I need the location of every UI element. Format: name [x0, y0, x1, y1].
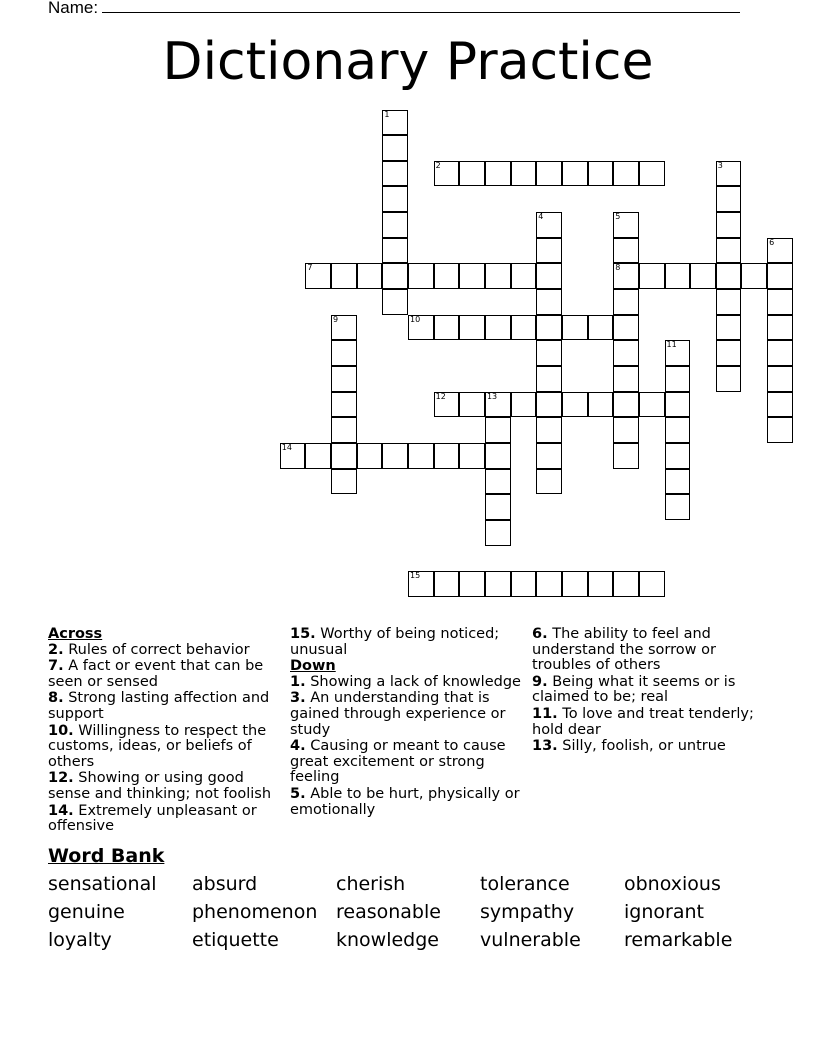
clue-number: 15 — [410, 571, 421, 581]
crossword-cell[interactable] — [767, 263, 793, 289]
crossword-cell[interactable] — [767, 315, 793, 341]
crossword-cell[interactable] — [485, 443, 511, 469]
clue-item-text: Silly, foolish, or untrue — [557, 738, 726, 755]
word-bank-word: reasonable — [336, 901, 441, 923]
crossword-cell[interactable] — [588, 571, 614, 597]
crossword-cell[interactable] — [382, 135, 408, 161]
crossword-cell[interactable] — [665, 263, 691, 289]
crossword-cell[interactable] — [511, 571, 537, 597]
clue-item — [290, 691, 526, 738]
clue-number: 2 — [435, 160, 441, 170]
crossword-cell[interactable] — [331, 366, 357, 392]
clue-number: 13 — [486, 391, 498, 401]
crossword-cell[interactable] — [485, 161, 511, 187]
clue-item — [532, 739, 768, 755]
clue-number: 1 — [384, 109, 390, 119]
crossword-cell[interactable] — [588, 315, 614, 341]
clue-item-number: 14. — [48, 802, 74, 819]
crossword-cell[interactable] — [536, 469, 562, 495]
clue-item — [290, 627, 526, 658]
word-bank-word: etiquette — [192, 929, 279, 951]
word-bank-word: sensational — [48, 873, 157, 895]
clue-number: 11 — [666, 340, 677, 350]
clue-number: 4 — [538, 212, 544, 222]
crossword-cell[interactable] — [331, 469, 357, 495]
crossword-cell[interactable] — [382, 238, 408, 264]
crossword-cell[interactable] — [536, 392, 562, 418]
clue-item-number: 5. — [290, 785, 306, 802]
clue-number: 3 — [717, 160, 723, 170]
clue-item — [48, 643, 284, 659]
crossword-cell[interactable] — [459, 315, 485, 341]
crossword-cell[interactable] — [485, 469, 511, 495]
crossword-cell[interactable] — [408, 443, 434, 469]
crossword-cell[interactable] — [536, 417, 562, 443]
crossword-cell[interactable] — [536, 238, 562, 264]
clue-item-text: Causing or meant to cause great excitement or strong feeling — [290, 738, 506, 786]
crossword-cell[interactable] — [408, 315, 434, 341]
crossword-cell[interactable] — [459, 571, 485, 597]
crossword-cell[interactable] — [588, 161, 614, 187]
clue-item-number: 11. — [532, 705, 558, 722]
clue-number: 6 — [769, 237, 775, 247]
crossword-cell[interactable] — [613, 315, 639, 341]
crossword-cell[interactable] — [459, 443, 485, 469]
clue-item — [48, 804, 284, 835]
word-bank-word: genuine — [48, 901, 125, 923]
page-title: Dictionary Practice — [162, 32, 654, 92]
clue-number: 5 — [615, 212, 621, 222]
clue-item-number: 9. — [532, 673, 548, 690]
clue-item — [532, 627, 768, 674]
word-bank-word: ignorant — [624, 901, 704, 923]
clue-item-number: 13. — [532, 738, 558, 755]
crossword-cell[interactable] — [331, 417, 357, 443]
crossword-cell[interactable] — [613, 161, 639, 187]
crossword-cell[interactable] — [536, 212, 562, 238]
crossword-cell[interactable] — [331, 315, 357, 341]
clue-item — [48, 659, 284, 690]
crossword-cell[interactable] — [536, 340, 562, 366]
crossword-cell[interactable] — [485, 417, 511, 443]
clue-item — [290, 675, 526, 691]
crossword-cell[interactable] — [536, 571, 562, 597]
word-bank-word: knowledge — [336, 929, 439, 951]
crossword-cell[interactable] — [536, 315, 562, 341]
crossword-cell[interactable] — [511, 392, 537, 418]
crossword-cell[interactable] — [613, 263, 639, 289]
word-bank-word: sympathy — [480, 901, 575, 923]
clue-item-text: Showing or using good sense and thinking; not foolish — [48, 770, 272, 802]
crossword-cell[interactable] — [536, 366, 562, 392]
crossword-cell[interactable] — [382, 186, 408, 212]
crossword-cell[interactable] — [716, 186, 742, 212]
crossword-cell[interactable] — [716, 263, 742, 289]
clue-heading: Down — [290, 658, 336, 675]
crossword-cell[interactable] — [767, 366, 793, 392]
crossword-cell[interactable] — [665, 494, 691, 520]
clue-item-number: 8. — [48, 690, 64, 707]
crossword-cell[interactable] — [357, 443, 383, 469]
crossword-cell[interactable] — [613, 392, 639, 418]
clue-number: 9 — [333, 314, 339, 324]
crossword-cell[interactable] — [459, 263, 485, 289]
clue-item-text: Rules of correct behavior — [63, 641, 250, 658]
crossword-cell[interactable] — [639, 161, 665, 187]
crossword-cell[interactable] — [716, 315, 742, 341]
crossword-cell[interactable] — [485, 520, 511, 546]
clue-heading: Across — [48, 626, 103, 642]
clue-item-number: 6. — [532, 626, 548, 642]
crossword-cell[interactable] — [357, 263, 383, 289]
crossword-cell[interactable] — [562, 571, 588, 597]
word-bank-word: loyalty — [48, 929, 112, 951]
crossword-cell[interactable] — [434, 443, 460, 469]
clue-item — [532, 675, 768, 706]
crossword-cell[interactable] — [639, 392, 665, 418]
crossword-cell[interactable] — [613, 417, 639, 443]
clue-item-text: Showing a lack of knowledge — [305, 673, 521, 690]
clue-item-number: 2. — [48, 641, 64, 658]
clue-column-3 — [532, 627, 768, 756]
word-bank-word: obnoxious — [624, 873, 721, 895]
crossword-cell[interactable] — [331, 392, 357, 418]
crossword-cell[interactable] — [536, 289, 562, 315]
crossword-cell[interactable] — [331, 263, 357, 289]
clue-item-text: An understanding that is gained through experience or study — [290, 690, 506, 738]
clue-item-number: 10. — [48, 722, 74, 739]
crossword-cell[interactable] — [382, 289, 408, 315]
clue-item-text: A fact or event that can be seen or sensed — [48, 658, 264, 690]
crossword-cell[interactable] — [459, 392, 485, 418]
crossword-cell[interactable] — [767, 289, 793, 315]
clue-item-text: To love and treat tenderly; hold dear — [532, 705, 754, 738]
crossword-cell[interactable] — [613, 238, 639, 264]
clue-item-text: The ability to feel and understand the sorrow or troubles of others — [532, 626, 716, 674]
crossword-cell[interactable] — [767, 392, 793, 418]
crossword-cell[interactable] — [767, 417, 793, 443]
crossword-cell[interactable] — [536, 161, 562, 187]
crossword-cell[interactable] — [485, 494, 511, 520]
crossword-cell[interactable] — [716, 366, 742, 392]
crossword-cell[interactable] — [434, 315, 460, 341]
word-bank-heading: Word Bank — [48, 845, 165, 867]
crossword-cell[interactable] — [434, 392, 460, 418]
crossword-cell[interactable] — [665, 443, 691, 469]
clue-item-text: Strong lasting affection and support — [48, 690, 270, 722]
crossword-cell[interactable] — [331, 443, 357, 469]
crossword-cell[interactable] — [536, 263, 562, 289]
crossword-cell[interactable] — [511, 315, 537, 341]
clue-item-number: 3. — [290, 690, 306, 707]
crossword-cell[interactable] — [562, 315, 588, 341]
crossword-cell[interactable] — [536, 443, 562, 469]
crossword-cell[interactable] — [280, 443, 306, 469]
crossword-cell[interactable] — [485, 571, 511, 597]
crossword-cell[interactable] — [716, 161, 742, 187]
clue-number: 14 — [281, 442, 292, 452]
clue-item-text: Able to be hurt, physically or emotionally — [290, 785, 520, 818]
crossword-cell[interactable] — [382, 212, 408, 238]
crossword-cell[interactable] — [639, 263, 665, 289]
crossword-cell[interactable] — [434, 161, 460, 187]
clue-item-text: Extremely unpleasant or offensive — [48, 802, 257, 835]
crossword-cell[interactable] — [382, 263, 408, 289]
crossword-cell[interactable] — [459, 161, 485, 187]
clue-item-text: Willingness to respect the customs, ideas, or beliefs of others — [48, 722, 267, 770]
crossword-cell[interactable] — [613, 340, 639, 366]
crossword-cell[interactable] — [562, 161, 588, 187]
crossword-cell[interactable] — [716, 340, 742, 366]
clue-item — [48, 724, 284, 771]
clue-item-number: 7. — [48, 658, 64, 675]
crossword-cell[interactable] — [767, 238, 793, 264]
crossword-cell[interactable] — [665, 469, 691, 495]
crossword-cell[interactable] — [408, 571, 434, 597]
clue-item — [290, 739, 526, 786]
crossword-cell[interactable] — [305, 263, 331, 289]
crossword-cell[interactable] — [613, 212, 639, 238]
clue-column-2 — [290, 627, 526, 819]
crossword-cell[interactable] — [434, 571, 460, 597]
crossword-cell[interactable] — [665, 417, 691, 443]
word-bank-word: cherish — [336, 873, 406, 895]
crossword-cell[interactable] — [434, 263, 460, 289]
crossword-cell[interactable] — [716, 212, 742, 238]
crossword-cell[interactable] — [741, 263, 767, 289]
word-bank-word: phenomenon — [192, 901, 318, 923]
crossword-cell[interactable] — [716, 238, 742, 264]
clue-item — [48, 771, 284, 802]
crossword-cell[interactable] — [485, 315, 511, 341]
crossword-cell[interactable] — [485, 263, 511, 289]
clue-item-text: Worthy of being noticed; unusual — [290, 626, 500, 658]
clue-number: 8 — [615, 263, 621, 273]
word-bank-word: absurd — [192, 873, 258, 895]
crossword-cell[interactable] — [485, 392, 511, 418]
crossword-cell[interactable] — [613, 289, 639, 315]
clue-number: 7 — [307, 263, 313, 273]
word-bank-word: tolerance — [480, 873, 570, 895]
clue-column-1 — [48, 627, 284, 836]
word-bank-word: remarkable — [624, 929, 733, 951]
crossword-cell[interactable] — [665, 392, 691, 418]
clue-number: 12 — [435, 391, 446, 401]
clue-item — [48, 691, 284, 722]
crossword-cell[interactable] — [408, 263, 434, 289]
crossword-cell[interactable] — [665, 340, 691, 366]
name-label: Name: — [48, 0, 99, 17]
crossword-cell[interactable] — [613, 443, 639, 469]
crossword-cell[interactable] — [639, 571, 665, 597]
crossword-cell[interactable] — [382, 443, 408, 469]
clue-item-number: 1. — [290, 673, 306, 690]
clue-item — [290, 787, 526, 818]
crossword-cell[interactable] — [305, 443, 331, 469]
crossword-cell[interactable] — [665, 366, 691, 392]
clue-item-number: 12. — [48, 770, 74, 787]
crossword-cell[interactable] — [562, 392, 588, 418]
crossword-cell[interactable] — [613, 571, 639, 597]
crossword-cell[interactable] — [767, 340, 793, 366]
crossword-cell[interactable] — [382, 161, 408, 187]
clue-item-number: 15. — [290, 626, 316, 642]
crossword-cell[interactable] — [690, 263, 716, 289]
clue-number: 10 — [410, 314, 421, 324]
crossword-cell[interactable] — [716, 289, 742, 315]
word-bank-word: vulnerable — [480, 929, 581, 951]
crossword-cell[interactable] — [613, 366, 639, 392]
crossword-cell[interactable] — [331, 340, 357, 366]
clue-item — [532, 707, 768, 738]
crossword-cell[interactable] — [511, 263, 537, 289]
crossword-cell[interactable] — [588, 392, 614, 418]
clue-item-text: Being what it seems or is claimed to be; real — [532, 673, 736, 706]
crossword-cell[interactable] — [511, 161, 537, 187]
clue-item-number: 4. — [290, 738, 306, 755]
crossword-cell[interactable] — [382, 110, 408, 136]
